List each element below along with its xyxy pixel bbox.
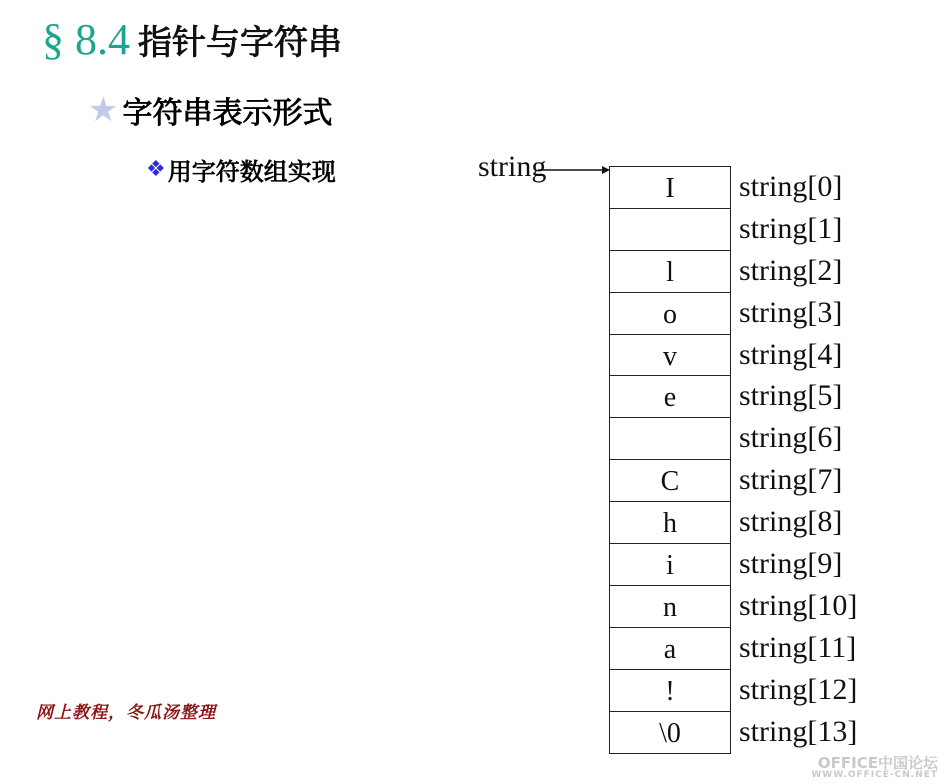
bullet-level2-text: 用字符数组实现: [167, 158, 336, 186]
array-cell: C: [610, 460, 730, 502]
array-index-label: string[11]: [739, 630, 857, 664]
array-index-label: string[6]: [739, 421, 843, 455]
array-cell: \0: [659, 717, 681, 749]
array-index-label: string[0]: [739, 170, 843, 203]
array-index-label: string[7]: [739, 463, 843, 497]
array-index-label: string[10]: [739, 588, 858, 622]
array-cell: o: [610, 293, 730, 335]
bullet-level1-text: 字符串表示形式: [122, 96, 333, 131]
pointer-arrow-icon: [538, 160, 614, 180]
array-cell: I: [610, 167, 730, 209]
pointer-label: string: [478, 150, 547, 183]
watermark-main: OFFICE中国论坛: [817, 754, 938, 772]
section-number: § 8.4: [42, 15, 130, 64]
bullet-level2: [146, 152, 336, 187]
array-cell: h: [610, 502, 730, 544]
diamond-bullet-icon: ❖: [146, 157, 166, 182]
array-index-label: string[9]: [739, 547, 843, 581]
array-cell: n: [610, 586, 730, 628]
watermark-logo: [811, 756, 938, 780]
array-index-label: string[1]: [739, 211, 843, 245]
array-index-labels: [739, 166, 857, 752]
star-bullet-icon: ★: [88, 90, 119, 130]
watermark-sub: WWW.OFFICE-CN.NET: [811, 770, 938, 780]
array-index-label: string[4]: [739, 337, 843, 371]
array-cell: a: [610, 628, 730, 670]
array-index-label: string[13]: [739, 714, 858, 748]
slide-title: [42, 14, 342, 65]
footer-credit: 网上教程，冬瓜汤整理: [36, 703, 216, 723]
array-index-label: string[3]: [739, 295, 843, 329]
array-cell: i: [610, 544, 730, 586]
array-cell: l: [610, 251, 730, 293]
array-cell: !: [610, 670, 730, 712]
array-cell: e: [610, 376, 730, 418]
char-array: [609, 166, 731, 754]
array-index-label: string[2]: [739, 253, 843, 287]
array-index-label: string[12]: [739, 672, 858, 706]
array-index-label: string[5]: [739, 379, 843, 413]
array-cell: v: [610, 335, 730, 377]
array-cell: [610, 209, 730, 251]
bullet-level1: [88, 88, 332, 132]
array-cell: [610, 418, 730, 460]
title-text: 指针与字符串: [138, 23, 342, 63]
array-index-label: string[8]: [739, 505, 843, 539]
